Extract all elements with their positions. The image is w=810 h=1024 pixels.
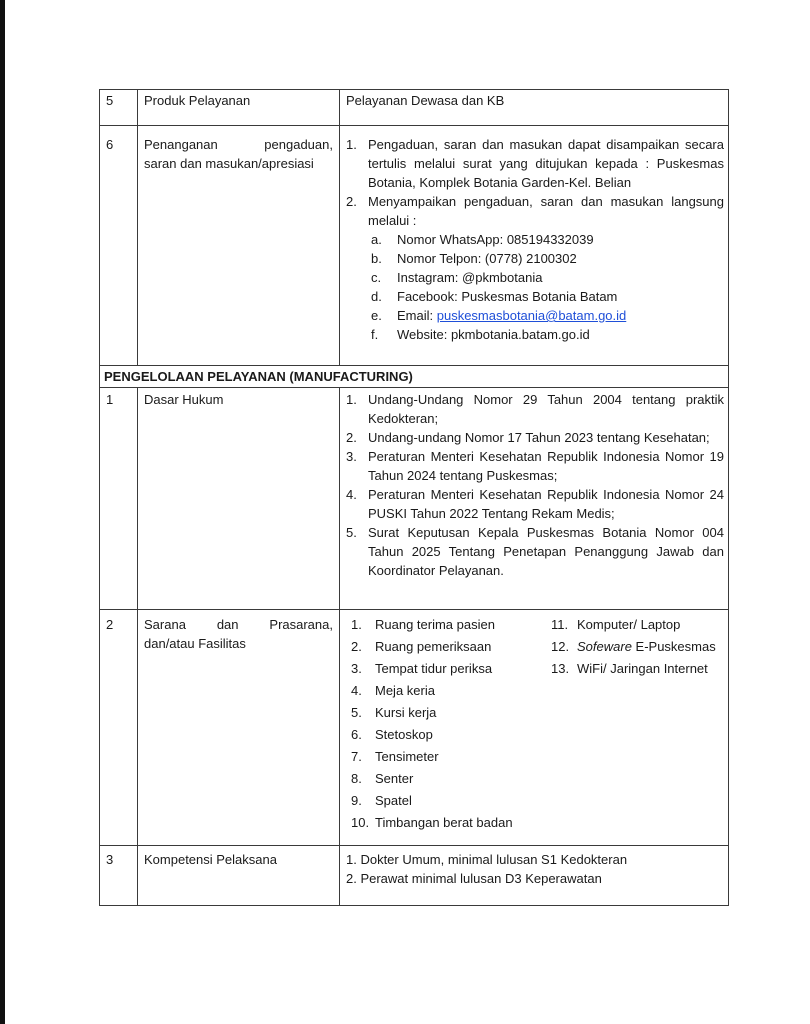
row-number: 2 bbox=[100, 610, 138, 846]
item-text: Meja keria bbox=[375, 683, 435, 698]
item-number: 13. bbox=[551, 661, 570, 676]
list-item bbox=[351, 769, 551, 791]
item-number: 6. bbox=[351, 727, 362, 742]
item-number: 7. bbox=[351, 749, 362, 764]
list-item: 1. Dokter Umum, minimal lulusan S1 Kedokteran bbox=[346, 852, 628, 867]
list-item bbox=[351, 703, 551, 725]
facility-column-left bbox=[346, 615, 551, 835]
item-text: Facebook: Puskesmas Botania Batam bbox=[397, 289, 618, 304]
item-text: Nomor WhatsApp: 085194332039 bbox=[397, 232, 594, 247]
item-text: Ruang pemeriksaan bbox=[375, 639, 492, 654]
item-text: Email: bbox=[397, 308, 437, 323]
row-label: Dasar Hukum bbox=[138, 388, 340, 610]
item-text: Undang-undang Nomor 17 Tahun 2023 tentang Kesehatan; bbox=[368, 430, 710, 445]
row-value: Pelayanan Dewasa dan KB bbox=[340, 90, 729, 126]
list-item bbox=[551, 637, 731, 659]
row-number: 5 bbox=[100, 90, 138, 126]
item-text: Senter bbox=[375, 771, 414, 786]
item-text: Surat Keputusan Kepala Puskesmas Botania Nomor 004 Tahun 2025 Tentang Penetapan Penanggung Jawab dan Koordinator Pelayanan. bbox=[368, 525, 724, 578]
list-item bbox=[351, 637, 551, 659]
row-value bbox=[340, 610, 729, 846]
row-value bbox=[340, 846, 729, 906]
item-text: Kursi kerja bbox=[375, 705, 437, 720]
item-text: Tensimeter bbox=[375, 749, 439, 764]
item-text: Peraturan Menteri Kesehatan Republik Indonesia Nomor 24 PUSKI Tahun 2022 Tentang Rekam Medis; bbox=[368, 487, 724, 521]
item-number: d. bbox=[371, 289, 382, 304]
item-text-italic: Sofeware bbox=[577, 639, 632, 654]
item-text: Nomor Telpon: (0778) 2100302 bbox=[397, 251, 577, 266]
service-standard-table bbox=[99, 89, 729, 906]
row-dasar-hukum bbox=[100, 388, 729, 610]
section-header-row bbox=[100, 366, 729, 388]
item-text: Undang-Undang Nomor 29 Tahun 2004 tentang praktik Kedokteran; bbox=[368, 392, 724, 426]
item-text: Pengaduan, saran dan masukan dapat disampaikan secara tertulis melalui surat yang ditujukan kepada : Puskesmas Botania, Komplek Botania Garden-Kel. Belian bbox=[368, 137, 724, 190]
label-line: Penanganan pengaduan, bbox=[144, 137, 333, 152]
complaint-channels-list bbox=[346, 135, 724, 230]
item-number: 5. bbox=[346, 525, 357, 540]
item-number: 8. bbox=[351, 771, 362, 786]
label-line: dan/atau Fasilitas bbox=[144, 636, 246, 651]
item-number: 3. bbox=[351, 661, 362, 676]
row-kompetensi-pelaksana bbox=[100, 846, 729, 906]
list-item bbox=[351, 725, 551, 747]
item-number: 11. bbox=[551, 617, 569, 632]
section-title: PENGELOLAAN PELAYANAN (MANUFACTURING) bbox=[100, 366, 729, 388]
scan-edge bbox=[0, 0, 5, 1024]
list-item bbox=[346, 192, 724, 230]
email-link[interactable]: puskesmasbotania@batam.go.id bbox=[436, 308, 627, 323]
item-number: b. bbox=[371, 251, 382, 266]
item-text: E-Puskesmas bbox=[631, 639, 716, 654]
list-item bbox=[371, 249, 724, 268]
contact-sublist bbox=[346, 230, 724, 344]
item-text: Peraturan Menteri Kesehatan Republik Indonesia Nomor 19 Tahun 2024 tentang Puskesmas; bbox=[368, 449, 724, 483]
item-text: Stetoskop bbox=[375, 727, 433, 742]
item-number: 2. bbox=[346, 430, 357, 445]
label-line: saran dan masukan/apresiasi bbox=[144, 156, 314, 171]
item-text: Instagram: @pkmbotania bbox=[397, 270, 543, 285]
item-text: Spatel bbox=[375, 793, 412, 808]
item-text: Tempat tidur periksa bbox=[375, 661, 493, 676]
list-item bbox=[371, 268, 724, 287]
list-item bbox=[346, 485, 724, 523]
row-number: 1 bbox=[100, 388, 138, 610]
row-label bbox=[138, 610, 340, 846]
list-item bbox=[371, 287, 724, 306]
facility-list bbox=[346, 612, 722, 835]
list-item: 2. Perawat minimal lulusan D3 Keperawatan bbox=[346, 871, 602, 886]
item-text: Komputer/ Laptop bbox=[577, 617, 681, 632]
list-item bbox=[351, 681, 551, 703]
item-number: 1. bbox=[351, 617, 362, 632]
list-item bbox=[371, 230, 724, 249]
item-text: Ruang terima pasien bbox=[375, 617, 495, 632]
row-label: Kompetensi Pelaksana bbox=[138, 846, 340, 906]
item-number: 12. bbox=[551, 639, 570, 654]
item-number: a. bbox=[371, 232, 382, 247]
item-text: Timbangan berat badan bbox=[375, 815, 513, 830]
list-item bbox=[371, 325, 724, 344]
row-value bbox=[340, 126, 729, 366]
row-value bbox=[340, 388, 729, 610]
list-item bbox=[351, 813, 551, 835]
list-item bbox=[346, 523, 724, 580]
row-label bbox=[138, 126, 340, 366]
list-item bbox=[351, 791, 551, 813]
list-item bbox=[346, 390, 724, 428]
list-item bbox=[351, 659, 551, 681]
list-item bbox=[351, 615, 551, 637]
list-item bbox=[371, 306, 724, 325]
item-number: 1. bbox=[346, 137, 357, 152]
item-number: 4. bbox=[346, 487, 357, 502]
competency-list bbox=[346, 850, 722, 888]
item-number: 9. bbox=[351, 793, 362, 808]
item-number: f. bbox=[371, 327, 379, 342]
item-number: 4. bbox=[351, 683, 362, 698]
label-line: Sarana dan Prasarana, bbox=[144, 617, 333, 632]
legal-basis-list bbox=[346, 390, 724, 580]
item-text: Menyampaikan pengaduan, saran dan masukan langsung melalui : bbox=[368, 194, 724, 228]
item-number: 2. bbox=[346, 194, 357, 209]
item-number: 10. bbox=[351, 815, 370, 830]
row-number: 6 bbox=[100, 126, 138, 366]
row-produk-pelayanan bbox=[100, 90, 729, 126]
row-sarana-prasarana bbox=[100, 610, 729, 846]
item-number: c. bbox=[371, 270, 382, 285]
item-text: Website: pkmbotania.batam.go.id bbox=[397, 327, 590, 342]
item-number: 1. bbox=[346, 392, 357, 407]
list-item bbox=[346, 428, 724, 447]
row-number: 3 bbox=[100, 846, 138, 906]
row-label: Produk Pelayanan bbox=[138, 90, 340, 126]
facility-column-right bbox=[551, 615, 731, 835]
item-number: 2. bbox=[351, 639, 362, 654]
list-item bbox=[351, 747, 551, 769]
item-text: WiFi/ Jaringan Internet bbox=[577, 661, 708, 676]
list-item bbox=[551, 659, 731, 681]
item-number: e. bbox=[371, 308, 382, 323]
list-item bbox=[346, 135, 724, 192]
item-number: 5. bbox=[351, 705, 362, 720]
list-item bbox=[551, 615, 731, 637]
list-item bbox=[346, 447, 724, 485]
row-penanganan-pengaduan bbox=[100, 126, 729, 366]
item-number: 3. bbox=[346, 449, 357, 464]
